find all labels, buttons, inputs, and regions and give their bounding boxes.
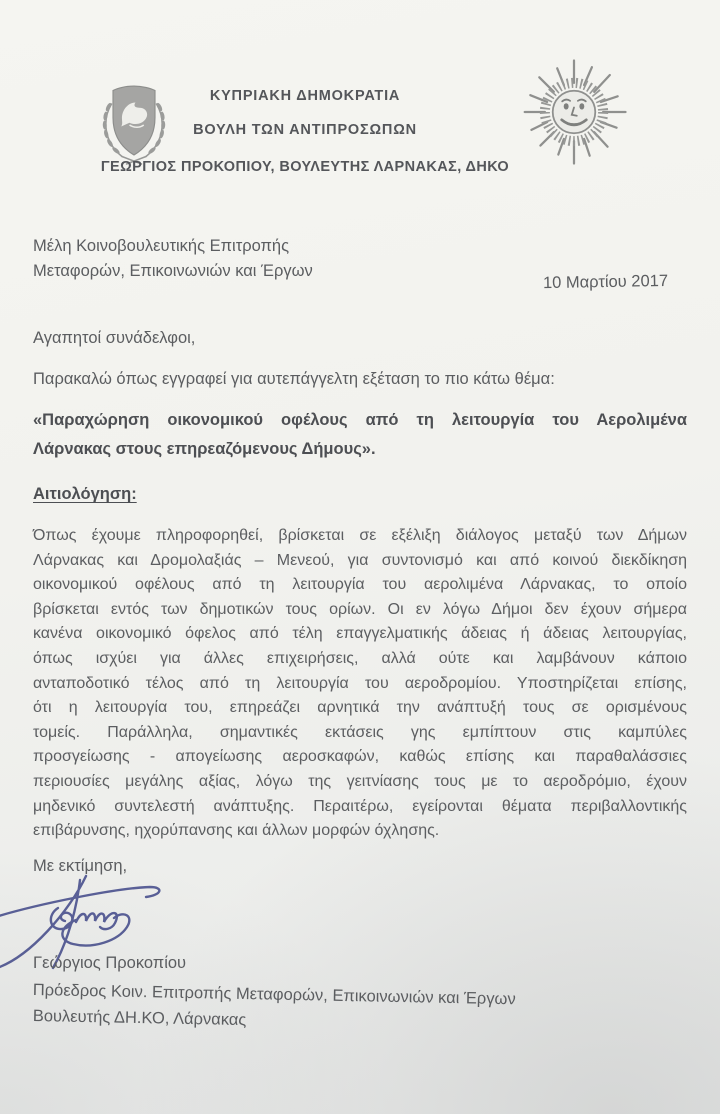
body-line: Όπως έχουμε πληροφορηθεί, βρίσκεται σε εξέλιξη διάλογος μεταξύ των Δήμων bbox=[33, 527, 687, 544]
subject-line-2: Λάρνακας στους επηρεαζόμενους Δήμους». bbox=[33, 440, 376, 458]
recipient-line-1: Μέλη Κοινοβουλευτικής Επιτροπής bbox=[33, 237, 290, 255]
body-line: περιουσίες μεγάλης αξίας, λόγω της γειτνίασης τους με το αεροδρόμιο, έχουν bbox=[33, 772, 687, 790]
body-line: ανταποδοτικό τέλος από τη λειτουργία του αεροδρομίου. Υποστηρίζεται επίσης, bbox=[33, 674, 687, 692]
diko-sun-icon bbox=[518, 55, 630, 169]
intro-line: Παρακαλώ όπως εγγραφεί για αυτεπάγγελτη εξέταση το πιο κάτω θέμα: bbox=[33, 370, 555, 388]
body-line: οικονομικού οφέλους από τη λειτουργία του αερολιμένα Λάρνακας, το οποίο bbox=[33, 576, 687, 594]
closing-line: Με εκτίμηση, bbox=[33, 857, 128, 875]
letterhead-republic: ΚΥΠΡΙΑΚΗ ΔΗΜΟΚΡΑΤΙΑ bbox=[209, 88, 401, 104]
body-line: μηδενικό συντελεστή ανάπτυξης. Περαιτέρω, εγείρονται θέματα περιβαλλοντικής bbox=[33, 797, 687, 815]
salutation: Αγαπητοί συνάδελφοι, bbox=[33, 329, 196, 347]
body-line: ότι η λειτουργία του, επηρεάζει αρνητικά την ανάπτυξή τους σε ορισμένους bbox=[33, 699, 687, 717]
subject-line-1: «Παραχώρηση οικονομικού οφέλους από τη λειτουργία του Αερολιμένα bbox=[33, 411, 687, 429]
recipient-line-2: Μεταφορών, Επικοινωνιών και Έργων bbox=[33, 262, 313, 280]
signatory-name: Γεώργιος Προκοπίου bbox=[33, 954, 187, 972]
signatory-title-1: Πρόεδρος Κοιν. Επιτροπής Μεταφορών, Επικοινωνιών και Έργων bbox=[32, 981, 516, 1009]
body-line: Λάρνακας και Δρομολαξιάς – Μενεού, για συντονισμό και από κοινού διεκδίκηση bbox=[33, 551, 687, 569]
justification-heading: Αιτιολόγηση: bbox=[33, 485, 137, 503]
letter-date: 10 Μαρτίου 2017 bbox=[542, 271, 669, 293]
letterhead-mp-line: ΓΕΩΡΓΙΟΣ ΠΡΟΚΟΠΙΟΥ, ΒΟΥΛΕΥΤΗΣ ΛΑΡΝΑΚΑΣ, ΔΗΚΟ bbox=[100, 159, 510, 175]
body-line: προσγείωσης - απογείωσης αεροσκαφών, καθώς επίσης και παραθαλάσσιες bbox=[33, 748, 687, 766]
signatory-title-2: Βουλευτής ΔΗ.ΚΟ, Λάρνακας bbox=[32, 1007, 247, 1030]
body-line: βρίσκεται εντός των δημοτικών τους ορίων. Οι εν λόγω Δήμοι δεν έχουν σήμερα bbox=[33, 600, 687, 618]
body-paragraph bbox=[33, 524, 687, 844]
body-line: όπως ισχύει για άλλες επιχειρήσεις, αλλά ούτε και λαμβάνουν κάποιο bbox=[33, 649, 687, 667]
body-line: κανένα οικονομικό όφελος από τέλη επαγγελματικής άδειας ή άδειας λειτουργίας, bbox=[33, 625, 687, 643]
body-line: επιβάρυνσης, ηχορύπανσης και άλλων μορφών όχλησης. bbox=[33, 822, 440, 840]
body-line: τομείς. Παράλληλα, σημαντικές εκτάσεις γης εμπίπτουν στις καμπύλες bbox=[33, 723, 687, 741]
letterhead-parliament: ΒΟΥΛΗ ΤΩΝ ΑΝΤΙΠΡΟΣΩΠΩΝ bbox=[193, 122, 417, 138]
